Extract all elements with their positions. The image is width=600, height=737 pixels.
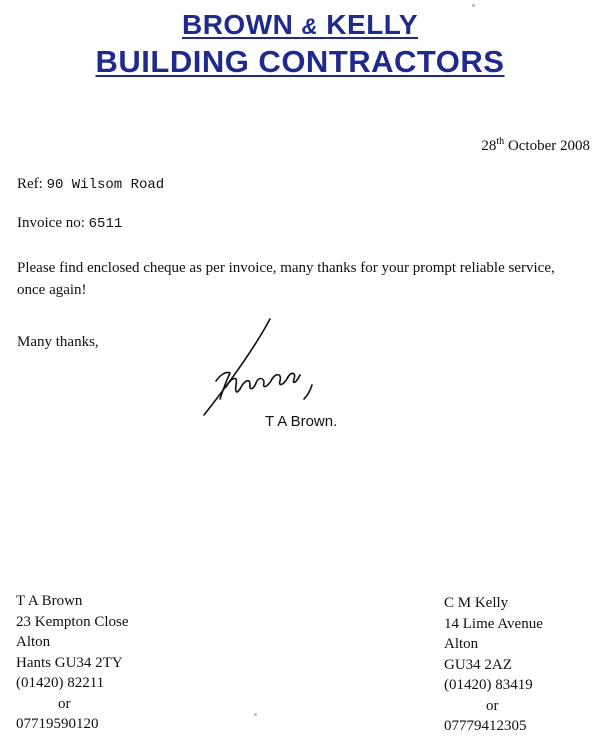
- footer-right-name: C M Kelly: [444, 595, 509, 611]
- footer-right-mobile: 07779412305: [444, 718, 527, 734]
- reference-line: [17, 176, 164, 193]
- letterhead-company-name: [0, 9, 600, 41]
- footer-address-left: [16, 591, 129, 735]
- footer-left-mobile: 07719590120: [16, 716, 99, 732]
- invoice-label: Invoice no:: [17, 215, 85, 231]
- letter-body: Please find enclosed cheque as per invoice, many thanks for your prompt reliable service, once again!: [17, 260, 555, 298]
- footer-right-phone: (01420) 83419: [444, 677, 533, 693]
- letterhead-name-kelly: KELLY: [326, 9, 419, 40]
- handwritten-signature: [196, 315, 326, 425]
- reference-value: 90 Wilsom Road: [46, 177, 165, 193]
- footer-left-county-postcode: Hants GU34 2TY: [16, 654, 123, 671]
- scan-speck: [254, 713, 257, 716]
- footer-left-town: Alton: [16, 634, 51, 650]
- letterhead-business-type: BUILDING CONTRACTORS: [95, 44, 505, 79]
- footer-right-or: or: [486, 697, 499, 714]
- footer-left-phone: (01420) 82211: [16, 675, 105, 691]
- footer-left-name: T A Brown: [16, 593, 83, 609]
- footer-left-or: or: [58, 695, 71, 712]
- footer-address-right: [444, 593, 543, 737]
- footer-right-street: 14 Lime Avenue: [444, 615, 543, 632]
- letterhead-name-brown: BROWN: [181, 9, 294, 40]
- signatory-name: T A Brown.: [265, 413, 338, 430]
- footer-right-town: Alton: [444, 636, 479, 652]
- closing-line: Many thanks,: [17, 334, 99, 350]
- invoice-line: [17, 215, 122, 232]
- scan-speck: [472, 4, 475, 7]
- footer-left-street: 23 Kempton Close: [16, 613, 129, 630]
- invoice-number: 6511: [88, 216, 123, 232]
- letter-date: [481, 136, 590, 155]
- date-month-year: October 2008: [507, 138, 590, 154]
- footer-right-postcode: GU34 2AZ: [444, 656, 512, 673]
- date-day: 28: [481, 138, 497, 154]
- reference-label: Ref:: [17, 176, 43, 192]
- letterhead-ampersand: &: [301, 14, 319, 39]
- date-suffix: th: [496, 136, 505, 147]
